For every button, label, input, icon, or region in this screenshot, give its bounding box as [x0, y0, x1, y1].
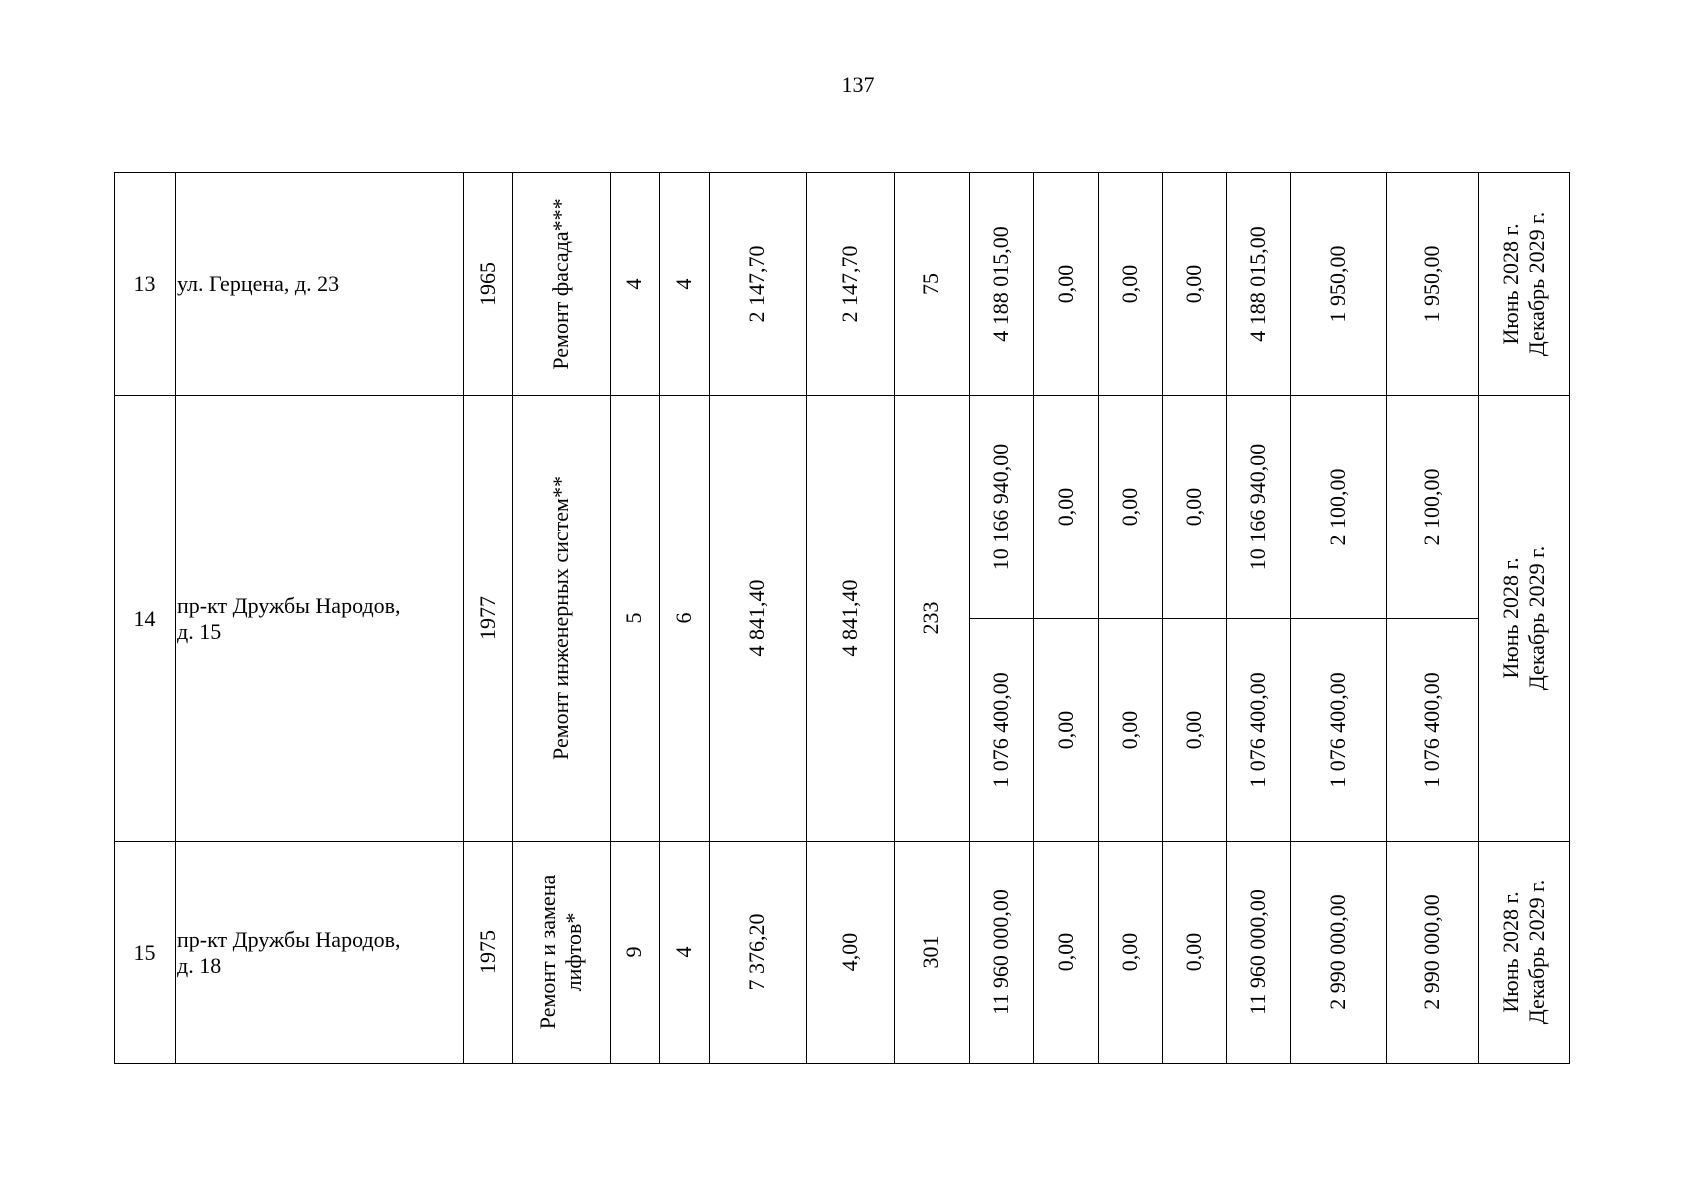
residents: 233 — [918, 601, 943, 635]
unit-cost: 1 950,00 — [1325, 245, 1350, 323]
row-divider — [114, 395, 1569, 396]
col-border — [1098, 172, 1099, 1064]
col-border — [1386, 172, 1387, 1064]
residents: 75 — [918, 273, 943, 295]
period: Июнь 2028 г. Декабрь 2029 г. — [1498, 879, 1549, 1025]
col-border — [806, 172, 807, 1064]
floors: 5 — [621, 612, 646, 624]
work-type: Ремонт и замена лифтов* — [535, 874, 586, 1030]
cost-total: 1 076 400,00 — [988, 672, 1013, 788]
cost-owners: 10 166 940,00 — [1245, 443, 1270, 571]
col-border — [512, 172, 513, 1064]
work-type: Ремонт инженерных систем** — [548, 476, 573, 760]
col-border — [969, 172, 970, 1064]
address: пр-кт Дружбы Народов, д. 15 — [177, 593, 401, 644]
living-area: 4 841,40 — [837, 579, 862, 657]
build-year: 1965 — [475, 262, 500, 306]
address: ул. Герцена, д. 23 — [177, 271, 340, 296]
living-area: 2 147,70 — [837, 245, 862, 323]
page-number: 137 — [841, 72, 875, 97]
address: пр-кт Дружбы Народов, д. 18 — [177, 927, 401, 978]
col-border — [1478, 172, 1479, 1064]
col-border — [463, 172, 464, 1064]
col-border — [709, 172, 710, 1064]
unit-cost: 2 990 000,00 — [1325, 894, 1350, 1010]
row-divider — [114, 841, 1569, 842]
cost-region: 0,00 — [1117, 487, 1142, 527]
build-year: 1977 — [475, 596, 500, 640]
row-number: 15 — [133, 940, 156, 965]
col-border — [1033, 172, 1034, 1064]
table-border-bottom — [114, 1063, 1569, 1064]
total-area: 2 147,70 — [744, 245, 769, 323]
cost-fund: 0,00 — [1053, 264, 1078, 304]
cost-owners: 1 076 400,00 — [1245, 672, 1270, 788]
col-border — [659, 172, 660, 1064]
cost-region: 0,00 — [1117, 710, 1142, 750]
living-area: 4,00 — [837, 932, 862, 972]
cost-fund: 0,00 — [1053, 710, 1078, 750]
cost-fund: 0,00 — [1053, 932, 1078, 972]
work-type: Ремонт фасада*** — [548, 198, 573, 370]
build-year: 1975 — [475, 930, 500, 974]
period: Июнь 2028 г. Декабрь 2029 г. — [1498, 211, 1549, 357]
table-border-right — [1569, 172, 1570, 1064]
cost-total: 4 188 015,00 — [988, 226, 1013, 342]
cost-total: 11 960 000,00 — [988, 889, 1013, 1015]
max-unit-cost: 1 076 400,00 — [1419, 672, 1444, 788]
entrances: 6 — [671, 612, 696, 624]
cost-region: 0,00 — [1117, 264, 1142, 304]
row-sub-divider — [969, 618, 1478, 619]
unit-cost: 1 076 400,00 — [1325, 672, 1350, 788]
cost-local: 0,00 — [1181, 264, 1206, 304]
max-unit-cost: 1 950,00 — [1419, 245, 1444, 323]
residents: 301 — [918, 935, 943, 969]
col-border — [894, 172, 895, 1064]
col-border — [1162, 172, 1163, 1064]
cost-local: 0,00 — [1181, 710, 1206, 750]
cost-total: 10 166 940,00 — [988, 443, 1013, 571]
col-border — [1290, 172, 1291, 1064]
cost-owners: 11 960 000,00 — [1245, 889, 1270, 1015]
period: Июнь 2028 г. Декабрь 2029 г. — [1498, 545, 1549, 691]
row-number: 14 — [133, 606, 156, 631]
cost-fund: 0,00 — [1053, 487, 1078, 527]
floors: 9 — [621, 946, 646, 958]
col-border — [175, 172, 176, 1064]
unit-cost: 2 100,00 — [1325, 468, 1350, 546]
col-border — [610, 172, 611, 1064]
table-border-top — [114, 172, 1569, 173]
max-unit-cost: 2 100,00 — [1419, 468, 1444, 546]
total-area: 7 376,20 — [744, 913, 769, 991]
cost-local: 0,00 — [1181, 932, 1206, 972]
entrances: 4 — [671, 946, 696, 958]
col-border — [1226, 172, 1227, 1064]
entrances: 4 — [671, 278, 696, 290]
max-unit-cost: 2 990 000,00 — [1419, 894, 1444, 1010]
cost-local: 0,00 — [1181, 487, 1206, 527]
row-number: 13 — [133, 271, 156, 296]
total-area: 4 841,40 — [744, 579, 769, 657]
cost-owners: 4 188 015,00 — [1245, 226, 1270, 342]
cost-region: 0,00 — [1117, 932, 1142, 972]
floors: 4 — [621, 278, 646, 290]
